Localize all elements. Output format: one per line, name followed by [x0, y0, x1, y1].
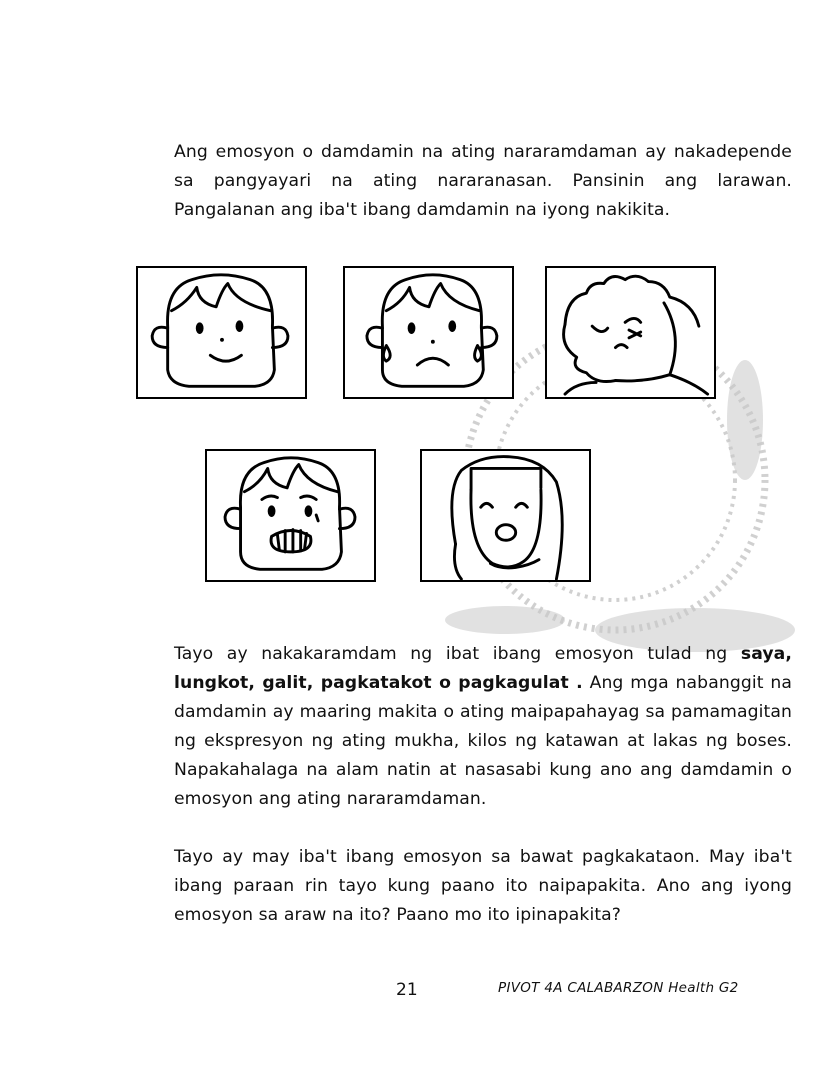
sad-face-icon [345, 268, 512, 397]
scared-face-picture [205, 449, 376, 582]
footer-title: PIVOT 4A CALABARZON Health G2 [498, 980, 739, 996]
emotions-rest: Ang mga nabanggit na damdamin ay maaring makita o ating maipapahayag sa pamamagitan ng ekspresyon ng ating mukha, kilos ng katawan at lakas ng boses. Napakahalaga na alam natin at nasasabi kung ano ang damdamin o emosyon ang ating nararamdaman. [174, 673, 792, 809]
angry-face-picture [545, 266, 716, 399]
closing-paragraph: Tayo ay may iba't ibang emosyon sa bawat pagkakataon. May iba't ibang paraan rin tayo kung paano ito naipapakita. Ano ang iyong emosyon sa araw na ito? Paano mo ito ipinapakita? [174, 847, 792, 925]
page-number: 21 [396, 980, 418, 1000]
surprised-face-icon [422, 451, 589, 580]
surprised-face-picture [420, 449, 591, 582]
emotions-intro: Tayo ay nakakaramdam ng ibat ibang emosyon tulad ng [174, 644, 741, 664]
sad-face-picture [343, 266, 514, 399]
emotions-list: saya, lungkot, galit, pagkatakot o pagkagulat . [174, 644, 792, 693]
happy-face-picture [136, 266, 307, 399]
emotions-paragraph [124, 640, 792, 814]
intro-paragraph: Ang emosyon o damdamin na ating nararamdaman ay nakadepende sa pangyayari na ating nararanasan. Pansinin ang larawan. Pangalanan ang iba't ibang damdamin na iyong nakikita. [174, 142, 792, 220]
happy-face-icon [138, 268, 305, 397]
angry-face-icon [547, 268, 714, 397]
scared-face-icon [207, 451, 374, 580]
